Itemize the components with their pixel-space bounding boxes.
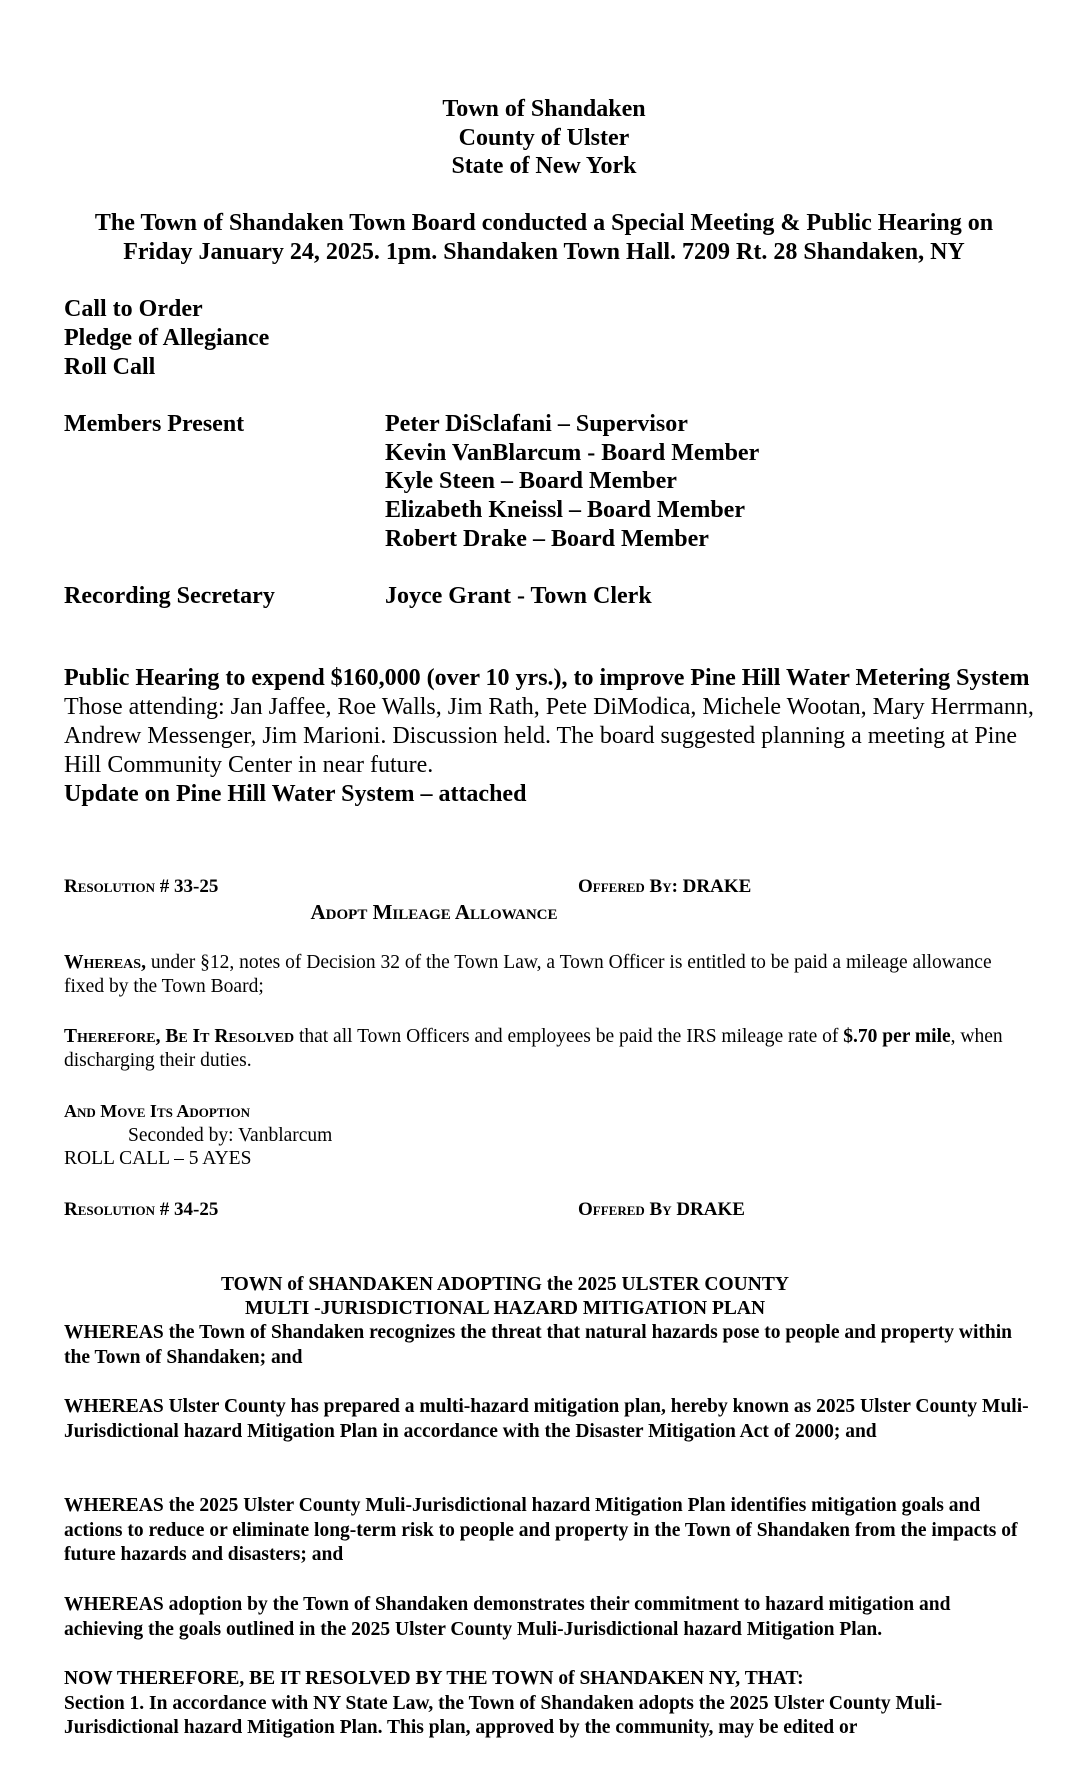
resolution-33-adoption	[64, 1100, 1024, 1171]
move-adoption: And Move Its Adoption	[64, 1101, 251, 1121]
water-system-update: Update on Pine Hill Water System – attached	[64, 781, 527, 807]
resolution-34-title	[0, 1273, 1010, 1321]
state-name: State of New York	[451, 153, 637, 179]
resolution-33-title: Adopt Mileage Allowance	[310, 900, 558, 924]
seconded-by: Seconded by: Vanblarcum	[128, 1124, 333, 1146]
therefore-label: Therefore, Be It Resolved	[64, 1026, 295, 1047]
hazard-whereas-3: WHEREAS the 2025 Ulster County Muli-Jurisdictional hazard Mitigation Plan identifies mitigation goals and actions to reduce or eliminate long-term risk to people and property in the Town of Shandaken from the impacts of future hazards and disasters; and	[64, 1495, 1018, 1565]
public-hearing-text: Those attending: Jan Jaffee, Roe Walls, Jim Rath, Pete DiModica, Michele Wootan, Mary Herrmann, Andrew Messenger, Jim Marioni. Discussion held. The board suggested planning a meeting at Pine Hill Community Center in near future.	[64, 694, 1034, 778]
hazard-whereas-1: WHEREAS the Town of Shandaken recognizes the threat that natural hazards pose to people and property within the Town of Shandaken; and	[64, 1322, 1013, 1368]
agenda-item: Call to Order	[64, 296, 203, 322]
whereas-label: Whereas,	[64, 952, 146, 973]
hazard-whereas-2: WHEREAS Ulster County has prepared a multi-hazard mitigation plan, hereby known as 2025 Ulster County Muli-Jurisdictional hazard Mitigation Plan in accordance with the Disaster Mitigation Act of 2000; and	[64, 1396, 1029, 1442]
meeting-line-1: The Town of Shandaken Town Board conducted a Special Meeting & Public Hearing on	[94, 210, 994, 236]
meeting-description	[0, 209, 1088, 267]
member-entry: Elizabeth Kneissl – Board Member	[385, 497, 745, 524]
resolved-heading: NOW THEREFORE, BE IT RESOLVED BY THE TOWN of SHANDAKEN NY, THAT:	[64, 1668, 804, 1689]
roll-call-result: ROLL CALL – 5 AYES	[64, 1148, 252, 1169]
members-present-list	[385, 410, 759, 554]
members-present-label: Members Present	[64, 411, 245, 437]
mileage-rate: $.70 per mile	[843, 1026, 951, 1047]
resolution-33-number: Resolution # 33-25	[64, 876, 219, 897]
recording-secretary-name: Joyce Grant - Town Clerk	[385, 583, 652, 609]
meeting-line-2: Friday January 24, 2025. 1pm. Shandaken Town Hall. 7209 Rt. 28 Shandaken, NY	[123, 239, 965, 265]
resolution-34-offered-by: Offered By DRAKE	[578, 1199, 745, 1220]
member-entry: Kyle Steen – Board Member	[385, 468, 677, 495]
section-1-text: Section 1. In accordance with NY State Law, the Town of Shandaken adopts the 2025 Ulster County Muli-Jurisdictional hazard Mitigation Plan. This plan, approved by the community, may be edited or	[64, 1692, 943, 1738]
public-hearing-title: Public Hearing to expend $160,000 (over 10 yrs.), to improve Pine Hill Water Metering System	[64, 665, 1030, 691]
town-name: Town of Shandaken	[442, 96, 646, 122]
resolution-33-offered-by: Offered By: DRAKE	[578, 876, 752, 897]
member-entry: Kevin VanBlarcum - Board Member	[385, 439, 760, 466]
agenda-item: Roll Call	[64, 354, 156, 380]
member-entry: Robert Drake – Board Member	[385, 525, 709, 552]
resolution-34-title-line-2: MULTI -JURISDICTIONAL HAZARD MITIGATION PLAN	[244, 1298, 766, 1319]
agenda-item: Pledge of Allegiance	[64, 325, 270, 351]
hazard-resolved	[64, 1667, 1034, 1741]
whereas-text: under §12, notes of Decision 32 of the Town Law, a Town Officer is entitled to be paid a mileage allowance fixed by the Town Board;	[64, 952, 992, 997]
resolution-34-title-line-1: TOWN of SHANDAKEN ADOPTING the 2025 ULSTER COUNTY	[221, 1274, 789, 1295]
recording-secretary-label: Recording Secretary	[64, 583, 275, 609]
member-entry: Peter DiSclafani – Supervisor	[385, 411, 688, 437]
resolution-33-whereas	[64, 951, 1024, 998]
document-header	[0, 95, 1088, 181]
county-name: County of Ulster	[458, 124, 630, 151]
therefore-end: , when discharging their duties.	[64, 1026, 1003, 1071]
resolution-34-number: Resolution # 34-25	[64, 1199, 219, 1220]
agenda-list	[64, 295, 269, 382]
therefore-text: that all Town Officers and employees be paid the IRS mileage rate of	[294, 1026, 844, 1047]
resolution-33-therefore	[64, 1025, 1024, 1072]
public-hearing-section	[64, 664, 1034, 809]
hazard-whereas-4: WHEREAS adoption by the Town of Shandaken demonstrates their commitment to hazard mitigation and achieving the goals outlined in the 2025 Ulster County Muli-Jurisdictional hazard Mitigation Plan.	[64, 1594, 951, 1640]
